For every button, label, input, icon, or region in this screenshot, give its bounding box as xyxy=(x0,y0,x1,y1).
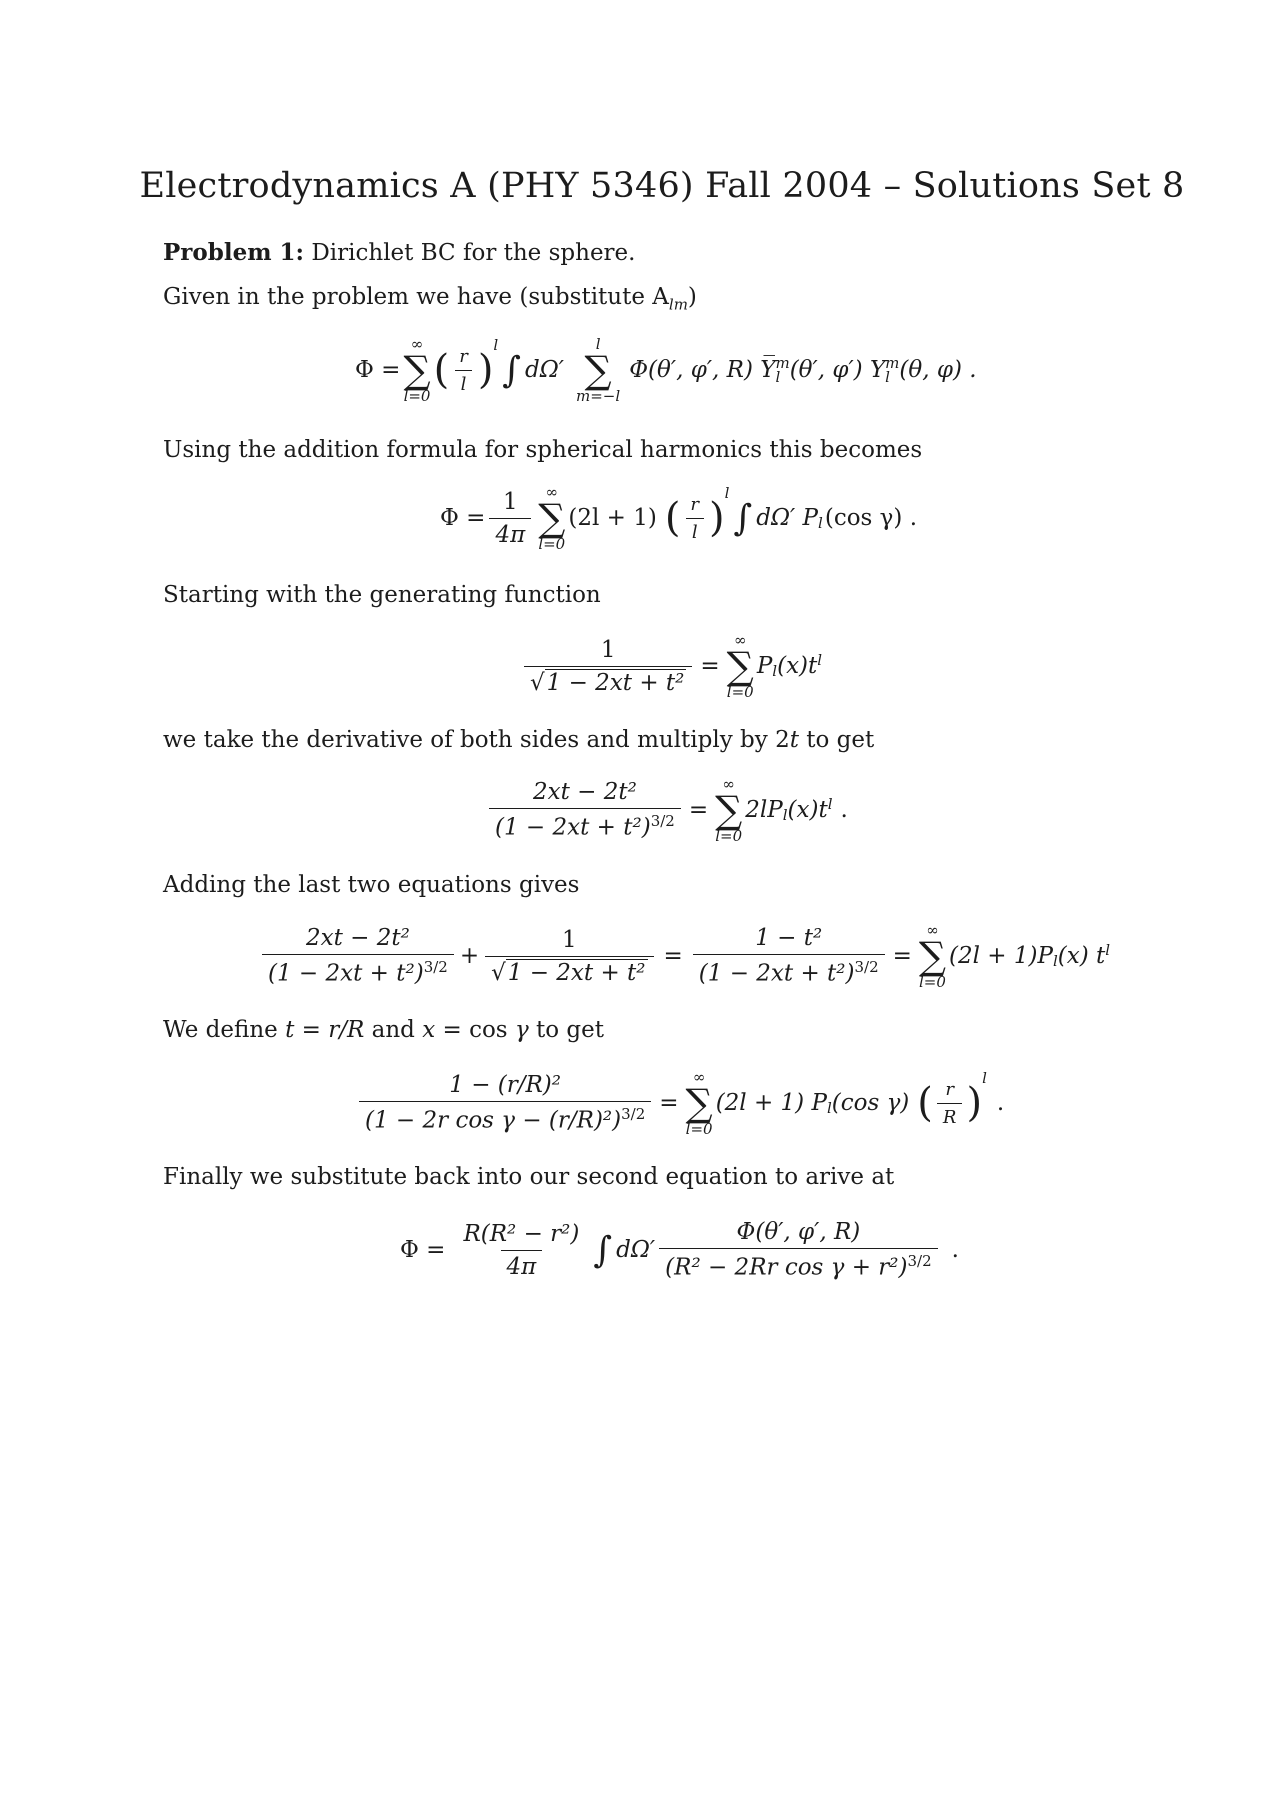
ylm-sup: m xyxy=(775,354,790,372)
eq5-rhs: (2l + 1)P xyxy=(949,943,1053,969)
sigma-symbol: ∑ xyxy=(538,496,566,540)
paragraph-define xyxy=(163,1015,604,1045)
eq4-rhs-sub: l xyxy=(782,806,788,824)
den-sup: 3/2 xyxy=(423,958,448,977)
eq5-frac-2 xyxy=(485,927,653,986)
sum-lower: l=0 xyxy=(685,1120,713,1138)
frac-den: 4π xyxy=(501,1250,543,1280)
math-ratio: r/R xyxy=(328,1017,365,1043)
frac-num: 1 xyxy=(600,636,616,663)
eq1-body: Φ(θ′, φ′, R) Y̅ xyxy=(629,357,776,383)
equals-sign: = xyxy=(663,943,683,969)
eq3-sum xyxy=(727,632,754,700)
paren-close: ) xyxy=(709,495,725,541)
integral-symbol: ∫ xyxy=(593,1229,613,1271)
paragraph-text: and xyxy=(364,1017,423,1043)
sum-lower: l=0 xyxy=(919,973,946,991)
eq1-ylm2-indices xyxy=(885,356,899,384)
ratio-den: R xyxy=(937,1103,963,1128)
ylm-sup: m xyxy=(885,354,900,372)
math-var-t: t xyxy=(789,727,799,753)
eq5-rhs-tail: (x) t xyxy=(1057,943,1106,969)
frac-num: 2xt − 2t² xyxy=(305,925,410,952)
eq2-sum xyxy=(538,484,565,552)
eq3-lhs-frac xyxy=(524,637,692,696)
sqrt-content: 1 − 2xt + t² xyxy=(546,669,685,696)
eq2-ratio xyxy=(684,494,705,543)
equals-sign: = xyxy=(700,653,720,679)
sum-upper: ∞ xyxy=(733,631,747,649)
eq2-prefactor xyxy=(489,489,531,548)
eq1-sum-l xyxy=(403,336,430,404)
eq7-end: . xyxy=(951,1237,959,1263)
den-text: (R² − 2Rr cos γ + r²) xyxy=(665,1254,908,1281)
frac-num: Φ(θ′, φ′, R) xyxy=(736,1219,861,1246)
equals-sign: = xyxy=(659,1090,679,1116)
equation-4 xyxy=(485,770,848,850)
paragraph-generating: Starting with the generating function xyxy=(163,582,601,608)
sigma-symbol: ∑ xyxy=(403,348,431,392)
ratio-num: r xyxy=(690,493,700,515)
frac-den xyxy=(359,1101,651,1134)
eq4-rhs: 2lP xyxy=(745,797,783,823)
eq1-power: l xyxy=(493,336,499,354)
ratio-num: r xyxy=(459,345,468,367)
den-sup: 3/2 xyxy=(854,958,879,977)
eq7-lhs: Φ = xyxy=(400,1237,446,1263)
sigma-symbol: ∑ xyxy=(918,934,947,978)
den-text: (1 − 2xt + t²) xyxy=(495,814,651,841)
sum-upper: ∞ xyxy=(926,921,939,939)
eq5-sum xyxy=(919,922,946,990)
paren-close: ) xyxy=(966,1080,983,1126)
eq1-tail: (θ, φ) . xyxy=(899,357,977,383)
paragraph-finally: Finally we substitute back into our second equation to arive at xyxy=(163,1164,895,1190)
math-op: = cos xyxy=(435,1017,515,1043)
eq5-rhs-sub: l xyxy=(1052,952,1058,970)
alm-sub-wrap xyxy=(668,284,688,314)
ylm-sub: l xyxy=(885,368,890,386)
eq6-end: . xyxy=(996,1090,1005,1116)
den-sup: 3/2 xyxy=(650,812,675,831)
paragraph-text: we take the derivative of both sides and multiply by 2 xyxy=(163,727,790,753)
frac-den xyxy=(693,954,885,987)
sum-lower: l=0 xyxy=(403,387,431,405)
sum-lower: l=0 xyxy=(726,683,754,701)
frac-den xyxy=(485,956,653,986)
eq1-ylm1-indices xyxy=(775,356,789,384)
math-var-gamma: γ xyxy=(514,1017,529,1043)
paragraph-text-end: ) xyxy=(687,284,697,310)
equation-7 xyxy=(400,1210,959,1290)
eq2-lhs: Φ = xyxy=(440,505,486,531)
paragraph-text: to get xyxy=(528,1017,604,1043)
frac-num: 1 − (r/R)² xyxy=(449,1072,562,1099)
sum-upper: ∞ xyxy=(692,1068,706,1086)
eq4-sum xyxy=(715,776,742,844)
eq3-rhs-tail: (x)t xyxy=(777,653,818,679)
frac-num: 2xt − 2t² xyxy=(532,779,637,806)
eq2-integral: dΩ′ P xyxy=(756,505,819,531)
sqrt-content: 1 − 2xt + t² xyxy=(507,959,646,986)
eq5-frac-3 xyxy=(693,925,885,987)
sigma-symbol: ∑ xyxy=(715,788,743,832)
eq1-lhs: Φ = xyxy=(355,357,401,383)
eq2-factor: (2l + 1) xyxy=(568,505,657,531)
sum-upper: ∞ xyxy=(410,335,424,353)
eq2-power: l xyxy=(724,484,730,502)
problem-label: Problem 1: xyxy=(163,239,305,266)
equation-3 xyxy=(520,626,822,706)
den-text: (1 − 2xt + t²) xyxy=(698,960,855,987)
paragraph-intro xyxy=(163,282,697,320)
eq6-lhs-frac xyxy=(359,1072,651,1134)
paren-open: ( xyxy=(664,495,681,541)
ylm-sub: l xyxy=(775,368,781,386)
frac-num: 1 xyxy=(561,926,577,953)
ratio-den: l xyxy=(686,518,704,543)
den-text: (1 − 2r cos γ − (r/R)²) xyxy=(365,1107,622,1134)
sqrt-symbol: √ xyxy=(530,669,545,696)
equals-sign: = xyxy=(892,943,912,969)
frac-den: 4π xyxy=(489,518,531,548)
problem-heading xyxy=(163,238,635,268)
sigma-symbol: ∑ xyxy=(685,1081,713,1125)
eq6-sum xyxy=(686,1069,713,1137)
paragraph-derivative xyxy=(163,725,874,755)
sigma-symbol: ∑ xyxy=(726,644,754,688)
paragraph-text: Given in the problem we have (substitute A xyxy=(163,284,669,310)
eq7-integral-measure: dΩ′ xyxy=(616,1237,656,1263)
eq6-rhs-sub: l xyxy=(826,1099,832,1117)
plus-sign: + xyxy=(459,943,480,969)
eq4-rhs-sup: l xyxy=(827,795,833,813)
frac-den xyxy=(489,808,681,841)
sum-lower: m=−l xyxy=(576,387,621,405)
frac-den xyxy=(524,666,692,696)
eq3-rhs-sup: l xyxy=(817,651,823,669)
eq7-frac xyxy=(659,1219,937,1281)
sum-lower: l=0 xyxy=(715,827,743,845)
paren-open: ( xyxy=(433,347,450,393)
frac-num: 1 − t² xyxy=(755,925,823,952)
den-sup: 3/2 xyxy=(621,1105,646,1124)
frac-den xyxy=(262,954,454,987)
eq4-end: . xyxy=(840,797,848,823)
frac-num: 1 xyxy=(503,488,518,515)
equation-6 xyxy=(355,1063,1004,1143)
eq6-ratio xyxy=(937,1079,963,1128)
ratio-den: l xyxy=(455,370,473,395)
paren-open: ( xyxy=(917,1080,933,1126)
equals-sign: = xyxy=(688,797,709,823)
equation-5 xyxy=(258,916,1110,996)
den-text: (1 − 2xt + t²) xyxy=(268,960,424,987)
sum-upper: ∞ xyxy=(722,775,735,793)
math-op: = xyxy=(294,1017,329,1043)
math-var-x: x xyxy=(422,1017,436,1043)
paragraph-adding: Adding the last two equations gives xyxy=(163,872,580,898)
eq1-mid: (θ′, φ′) Y xyxy=(789,357,886,383)
eq5-frac-1 xyxy=(262,925,454,987)
paragraph-text: to get xyxy=(798,727,875,753)
math-var-t: t xyxy=(285,1017,295,1043)
integral-symbol: ∫ xyxy=(502,349,521,391)
paren-close: ) xyxy=(477,347,494,393)
problem-title: Dirichlet BC for the sphere. xyxy=(311,240,636,266)
den-sup: 3/2 xyxy=(907,1252,932,1271)
eq4-rhs-tail: (x)t xyxy=(787,797,828,823)
eq6-rhs: (2l + 1) P xyxy=(715,1090,827,1116)
paragraph-text: We define xyxy=(163,1017,286,1043)
eq6-power: l xyxy=(982,1069,987,1087)
eq1-integral-measure: dΩ′ xyxy=(525,357,565,383)
sqrt-symbol: √ xyxy=(491,959,506,986)
eq5-rhs-sup: l xyxy=(1105,941,1111,959)
frac-den xyxy=(659,1248,937,1281)
eq1-ratio xyxy=(453,346,474,395)
integral-symbol: ∫ xyxy=(733,497,753,539)
sum-upper: l xyxy=(595,335,601,353)
eq6-rhs-tail: (cos γ) xyxy=(831,1090,910,1116)
paragraph-addition: Using the addition formula for spherical harmonics this becomes xyxy=(163,437,923,463)
eq2-tail: (cos γ) . xyxy=(824,505,918,531)
ratio-num: r xyxy=(945,1078,954,1100)
sum-upper: ∞ xyxy=(545,483,559,501)
alm-subscript: lm xyxy=(668,295,688,314)
equation-1 xyxy=(355,330,977,410)
frac-num: R(R² − r²) xyxy=(463,1220,580,1247)
eq2-p-sub: l xyxy=(818,514,823,532)
sigma-symbol: ∑ xyxy=(584,348,612,392)
eq3-rhs-sub: l xyxy=(772,662,778,680)
eq4-lhs-frac xyxy=(489,779,681,841)
eq1-sum-m xyxy=(576,336,620,404)
eq7-prefactor xyxy=(457,1221,585,1280)
eq3-rhs: P xyxy=(756,653,773,679)
sum-lower: l=0 xyxy=(538,535,566,553)
page-title: Electrodynamics A (PHY 5346) Fall 2004 – Solutions Set 8 xyxy=(139,166,1185,206)
equation-2 xyxy=(440,478,917,558)
